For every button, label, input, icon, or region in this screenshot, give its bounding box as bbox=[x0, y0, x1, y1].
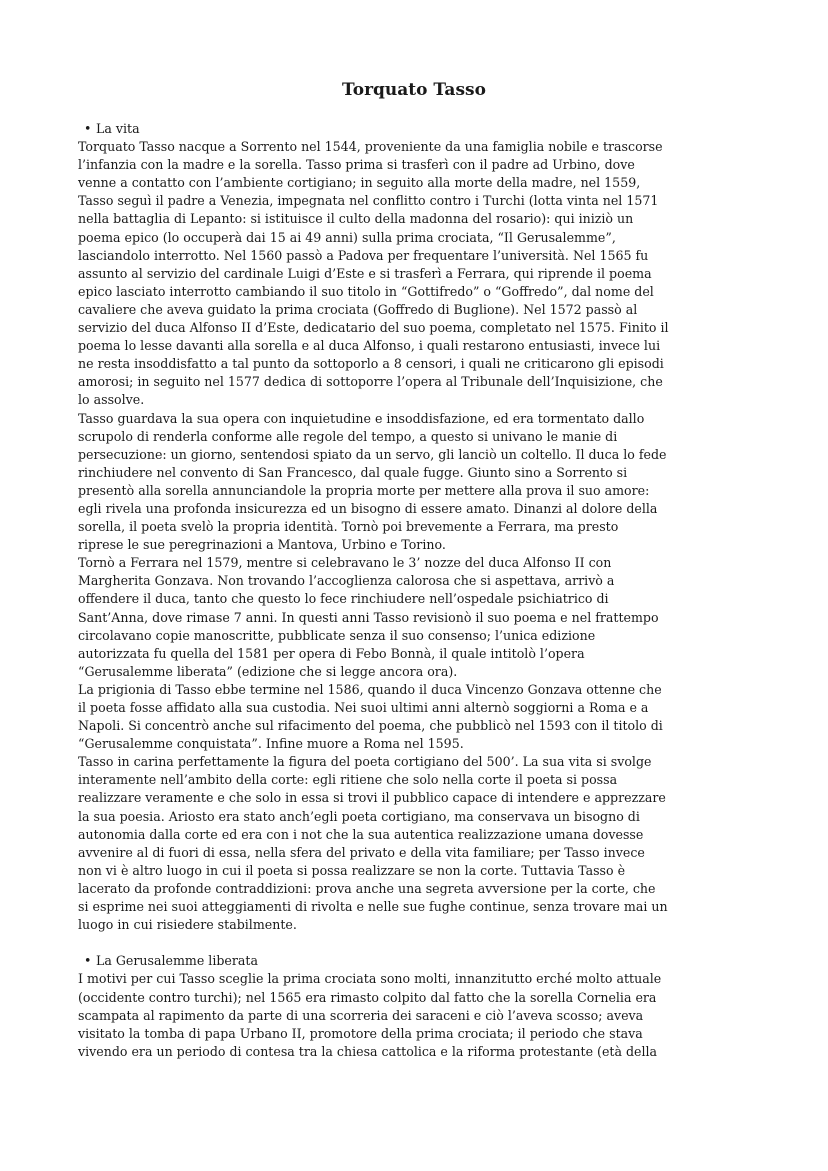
text-line: ne resta insoddisfatto a tal punto da sottoporlo a 8 censori, i quali ne criticarono gli episodi bbox=[78, 356, 664, 372]
bullet-icon: • bbox=[84, 121, 92, 136]
text-line: Tasso guardava la sua opera con inquietudine e insoddisfazione, ed era tormentato dallo bbox=[78, 410, 645, 426]
text-line: Tasso seguì il padre a Venezia, impegnata nel conflitto contro i Turchi (lotta vinta nel 1571 bbox=[78, 193, 659, 209]
text-line: realizzare veramente e che solo in essa si trovi il pubblico capace di intendere e apprezzare bbox=[78, 790, 666, 806]
text-line: epico lasciato interrotto cambiando il suo titolo in “Gottifredo” o “Goffredo”, dal nome del bbox=[78, 283, 654, 299]
section-heading-text: La Gerusalemme liberata bbox=[96, 953, 258, 969]
section-heading bbox=[78, 120, 758, 138]
text-line: sorella, il poeta svelò la propria identità. Tornò poi brevemente a Ferrara, ma presto bbox=[78, 519, 619, 535]
text-line: non vi è altro luogo in cui il poeta si possa realizzare se non la corte. Tuttavia Tasso è bbox=[78, 862, 626, 878]
text-line: il poeta fosse affidato alla sua custodia. Nei suoi ultimi anni alternò soggiorni a Roma e a bbox=[78, 700, 649, 715]
text-line: circolavano copie manoscritte, pubblicate senza il suo consenso; l’unica edizione bbox=[78, 627, 596, 643]
text-line: lasciandolo interrotto. Nel 1560 passò a Padova per frequentare l’università. Nel 1565 fu bbox=[78, 247, 649, 263]
text-line: assunto al servizio del cardinale Luigi d’Este e si trasferì a Ferrara, qui riprende il poema bbox=[78, 265, 652, 281]
bullet-icon: • bbox=[84, 953, 92, 969]
text-line: vivendo era un periodo di contesa tra la chiesa cattolica e la riforma protestante (età della bbox=[78, 1043, 658, 1059]
text-line: autonomia dalla corte ed era con i not che la sua autentica realizzazione umana dovesse bbox=[78, 826, 644, 842]
text-line: Tornò a Ferrara nel 1579, mentre si celebravano le 3’ nozze del duca Alfonso II con bbox=[78, 555, 612, 571]
text-line: lacerato da profonde contraddizioni: prova anche una segreta avversione per la corte, che bbox=[78, 880, 656, 896]
text-line: la sua poesia. Ariosto era stato anch’egli poeta cortigiano, ma conservava un bisogno di bbox=[78, 808, 640, 824]
text-line: persecuzione: un giorno, sentendosi spiato da un servo, gli lanciò un coltello. Il duca lo fede bbox=[78, 446, 667, 462]
text-line: presentò alla sorella annunciandole la propria morte per mettere alla prova il suo amore: bbox=[78, 482, 650, 498]
text-line: rinchiudere nel convento di San Francesco, dal quale fugge. Giunto sino a Sorrento si bbox=[78, 464, 628, 480]
text-line: cavaliere che aveva guidato la prima crociata (Goffredo di Buglione). Nel 1572 passò al bbox=[78, 301, 638, 317]
text-line: lo assolve. bbox=[78, 392, 145, 408]
text-line: si esprime nei suoi atteggiamenti di rivolta e nelle sue fughe continue, senza trovare mai un bbox=[78, 899, 668, 915]
text-line: Torquato Tasso nacque a Sorrento nel 1544, proveniente da una famiglia nobile e trascorse bbox=[78, 139, 663, 155]
text-line: egli rivela una profonda insicurezza ed un bisogno di essere amato. Dinanzi al dolore della bbox=[78, 500, 658, 516]
section-heading-text: La vita bbox=[96, 121, 140, 136]
text-line: La prigionia di Tasso ebbe termine nel 1586, quando il duca Vincenzo Gonzava ottenne che bbox=[78, 681, 662, 697]
text-line: Napoli. Si concentrò anche sul rifacimento del poema, che pubblicò nel 1593 con il titolo di bbox=[78, 718, 663, 734]
text-line: avvenire al di fuori di essa, nella sfera del privato e della vita familiare; per Tasso invece bbox=[78, 844, 645, 860]
text-line: poema epico (lo occuperà dai 15 ai 49 anni) sulla prima crociata, “Il Gerusalemme”, bbox=[78, 229, 616, 245]
text-line: Sant’Anna, dove rimase 7 anni. In questi anni Tasso revisionò il suo poema e nel frattempo bbox=[78, 609, 659, 625]
document-title: Torquato Tasso bbox=[342, 80, 486, 100]
text-line: offendere il duca, tanto che questo lo fece rinchiudere nell’ospedale psichiatrico di bbox=[78, 591, 609, 607]
text-line: luogo in cui risiedere stabilmente. bbox=[78, 917, 297, 933]
text-line: poema lo lesse davanti alla sorella e al duca Alfonso, i quali restarono entusiasti, invece lui bbox=[78, 338, 661, 354]
text-line: “Gerusalemme conquistata”. Infine muore a Roma nel 1595. bbox=[78, 736, 464, 752]
text-line: Tasso in carina perfettamente la figura del poeta cortigiano del 500’. La sua vita si svolge bbox=[78, 754, 652, 770]
text-line: scrupolo di renderla conforme alle regole del tempo, a questo si univano le manie di bbox=[78, 428, 618, 444]
section-heading bbox=[78, 952, 758, 970]
text-line: amorosi; in seguito nel 1577 dedica di sottoporre l’opera al Tribunale dell’Inquisizione, che bbox=[78, 374, 663, 390]
text-line: “Gerusalemme liberata” (edizione che si legge ancora ora). bbox=[78, 663, 458, 679]
text-line: visitato la tomba di papa Urbano II, promotore della prima crociata; il periodo che stava bbox=[78, 1025, 643, 1041]
text-line: Margherita Gonzava. Non trovando l’accoglienza calorosa che si aspettava, arrivò a bbox=[78, 573, 615, 589]
text-line: scampata al rapimento da parte di una scorreria dei saraceni e ciò l’aveva scosso; aveva bbox=[78, 1007, 644, 1023]
text-line: autorizzata fu quella del 1581 per opera di Febo Bonnà, il quale intitolò l’opera bbox=[78, 645, 585, 661]
text-line: riprese le sue peregrinazioni a Mantova, Urbino e Torino. bbox=[78, 537, 446, 553]
text-line: nella battaglia di Lepanto: si istituisce il culto della madonna del rosario): qui iniziò un bbox=[78, 211, 634, 227]
text-line: (occidente contro turchi); nel 1565 era rimasto colpito dal fatto che la sorella Cornelia era bbox=[78, 989, 657, 1005]
document-body bbox=[78, 120, 758, 1061]
text-line: l’infanzia con la madre e la sorella. Tasso prima si trasferì con il padre ad Urbino, dove bbox=[78, 157, 635, 173]
section-spacer bbox=[78, 934, 758, 952]
text-line: I motivi per cui Tasso sceglie la prima crociata sono molti, innanzitutto erché molto attuale bbox=[78, 971, 662, 987]
text-line: servizio del duca Alfonso II d’Este, dedicatario del suo poema, completato nel 1575. Finito il bbox=[78, 320, 669, 336]
text-line: interamente nell’ambito della corte: egli ritiene che solo nella corte il poeta si possa bbox=[78, 772, 618, 788]
text-line: venne a contatto con l’ambiente cortigiano; in seguito alla morte della madre, nel 1559, bbox=[78, 175, 641, 191]
